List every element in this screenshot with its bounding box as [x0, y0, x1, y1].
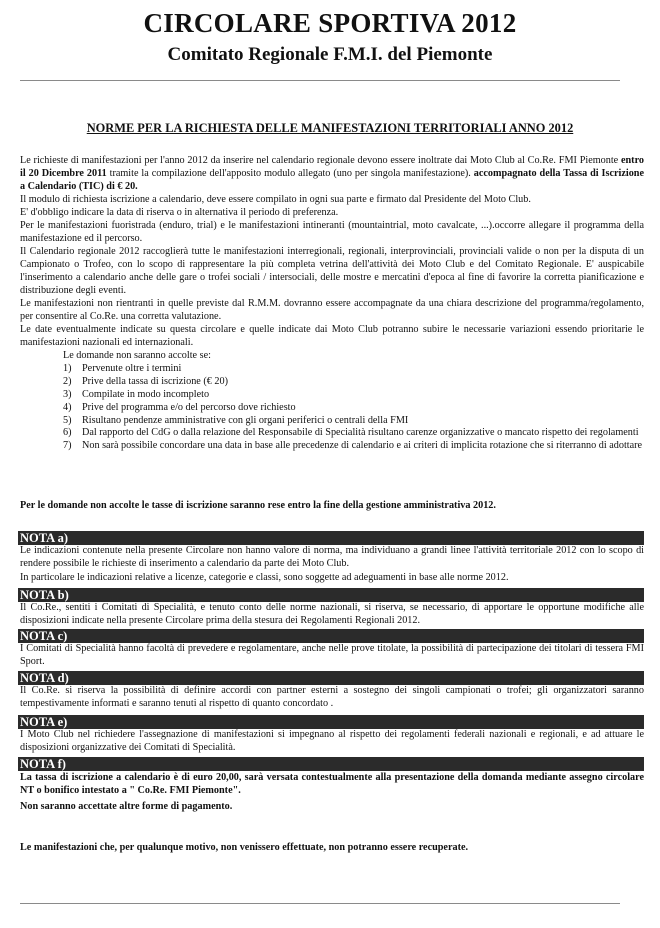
- document-title: CIRCOLARE SPORTIVA 2012: [143, 8, 517, 38]
- list-number: 2): [63, 375, 72, 387]
- list-item: [63, 440, 643, 453]
- rejection-list-intro: Le domande non saranno accolte se:: [63, 350, 211, 361]
- bottom-divider: [20, 903, 620, 904]
- list-text: Prive della tassa di iscrizione (€ 20): [82, 375, 228, 387]
- list-text: Non sarà possibile concordare una data in base alle precedenze di calendario e ai criteri di implicita rotazione che si riterranno di adottare: [82, 440, 643, 452]
- note-d-text: Il Co.Re. si riserva la possibilità di definire accordi con partner esterni a sostegno dei singoli campionati o trofei; gli organizzatori saranno tempestivamente informati e saranno tenuti al rispetto di quanto concordato .: [20, 685, 644, 709]
- list-text: Pervenute oltre i termini: [82, 362, 182, 374]
- note-a-header: NOTA a): [18, 531, 644, 545]
- top-divider: [20, 80, 620, 81]
- note-f-header: NOTA f): [18, 757, 644, 771]
- note-c-header: NOTA c): [18, 629, 644, 643]
- list-number: 3): [63, 388, 72, 400]
- note-e-header: NOTA e): [18, 715, 644, 729]
- note-b-text: Il Co.Re., sentiti i Comitati di Specialità, e tenuto conto delle norme nazionali, si riserva, se necessario, di apportare le opportune modifiche alle disposizioni indicate nella presente Circolare prima della stesura dei Regolamenti Regionali 2012.: [20, 602, 644, 626]
- list-item: [63, 389, 643, 402]
- document-subtitle: Comitato Regionale F.M.I. del Piemonte: [167, 44, 493, 65]
- list-number: 4): [63, 401, 72, 413]
- list-number: 1): [63, 362, 72, 374]
- list-item: [63, 415, 643, 428]
- note-f-text-2: Non saranno accettate altre forme di pagamento.: [20, 801, 233, 812]
- intro-text: Le richieste di manifestazioni per l'anno 2012 da inserire nel calendario regionale devono essere inoltrate dai Moto Club al Co.Re. FMI Piemonte: [20, 155, 621, 166]
- note-e-text: I Moto Club nel richiedere l'assegnazione di manifestazioni si impegnano al rispetto dei regolamenti federali nazionali e regionali, e ad attuare le disposizioni organizzative dei Comitati di Specialità.: [20, 729, 644, 753]
- list-text: Prive del programma e/o del percorso dove richiesto: [82, 401, 296, 413]
- note-d-header: NOTA d): [18, 671, 644, 685]
- note-a-text-2: In particolare le indicazioni relative a licenze, categorie e classi, sono soggette ad adeguamenti in base alle norme 2012.: [20, 572, 509, 583]
- intro-text: tramite la compilazione dell'apposito modulo allegato (uno per singola manifestazione).: [106, 167, 474, 179]
- list-number: 5): [63, 414, 72, 426]
- list-item: [63, 363, 643, 376]
- intro-paragraph-4: Per le manifestazioni fuoristrada (enduro, trial) e le manifestazioni intineranti (mountaintrial, moto cavalcate, ...).occorre allegare il programma della manifestazione ed il percorso.: [20, 220, 644, 244]
- refund-notice: Per le domande non accolte le tasse di iscrizione saranno rese entro la fine della gestione amministrativa 2012.: [20, 500, 496, 511]
- note-a-text-1: Le indicazioni contenute nella presente Circolare non hanno valore di norma, ma individuano a grandi linee l'attività territoriale 2012 con lo scopo di rendere possibile le richieste di inserimento a calendario da parte dei Moto Club.: [20, 545, 644, 569]
- list-text: Risultano pendenze amministrative con gli organi periferici o centrali della FMI: [82, 414, 409, 426]
- fee-text: accompagnato della Tassa di Iscrizione a Calendario (TIC) di € 20.: [20, 167, 644, 192]
- list-text: Dal rapporto del CdG o dalla relazione del Responsabile di Specialità risultano carenze organizzative o mancato rispetto dei regolamenti: [82, 427, 639, 439]
- note-f-text-1: La tassa di iscrizione a calendario è di euro 20,00, sarà versata contestualmente alla presentazione della domanda mediante assegno circolare NT o bonifico intestato a " Co.Re. FMI Piemonte".: [20, 772, 644, 796]
- intro-paragraph-5: Il Calendario regionale 2012 raccoglierà tutte le manifestazioni interregionali, regionali, interprovinciali, provinciali valide o non per la disputa di un Campionato o Trofeo, con lo scopo di rappresentare la più completa vetrina dell'attività dei Moto Club e del Comitato Regionale. E' auspicabile l'inserimento a calendario anche delle gare o trofei sociali / intersociali, delle mostre e mercatini d'epoca al fine di favorire la corretta pianificazione e distribuzione degli eventi.: [20, 246, 644, 296]
- closing-notice: Le manifestazioni che, per qualunque motivo, non venissero effettuate, non potranno essere recuperate.: [20, 842, 469, 853]
- list-number: 6): [63, 427, 72, 439]
- deadline-text: entro il 20 Dicembre 2011: [20, 155, 644, 179]
- list-number: 7): [63, 440, 72, 452]
- intro-paragraph-6: Le manifestazioni non rientranti in quelle previste dal R.M.M. dovranno essere accompagnate da una chiara descrizione del programma/regolamento, per consentire al Co.Re. una corretta valutazione.: [20, 298, 644, 322]
- list-item: [63, 427, 643, 440]
- note-b-header: NOTA b): [18, 588, 644, 602]
- list-text: Compilate in modo incompleto: [82, 388, 210, 400]
- intro-paragraph-3: E' d'obbligo indicare la data di riserva o in alternativa il periodo di preferenza.: [20, 207, 339, 218]
- section-heading: NORME PER LA RICHIESTA DELLE MANIFESTAZIONI TERRITORIALI ANNO 2012: [86, 121, 574, 135]
- note-c-text: I Comitati di Specialità hanno facoltà di prevedere e regolamentare, anche nelle prove titolate, la possibilità di partecipazione dei titolari di tessera FMI Sport.: [20, 643, 644, 667]
- rejection-list: [63, 350, 643, 453]
- intro-paragraph-7: Le date eventualmente indicate su questa circolare e quelle indicate dai Moto Club potranno subire le necessarie variazioni essendo prioritarie le manifestazioni nazionali ed internazionali.: [20, 324, 644, 348]
- intro-paragraph-1: [20, 155, 644, 194]
- list-item: [63, 402, 643, 415]
- intro-paragraph-2: Il modulo di richiesta iscrizione a calendario, deve essere compilato in ogni sua parte e firmato dal Presidente del Moto Club.: [20, 194, 531, 205]
- list-item: [63, 376, 643, 389]
